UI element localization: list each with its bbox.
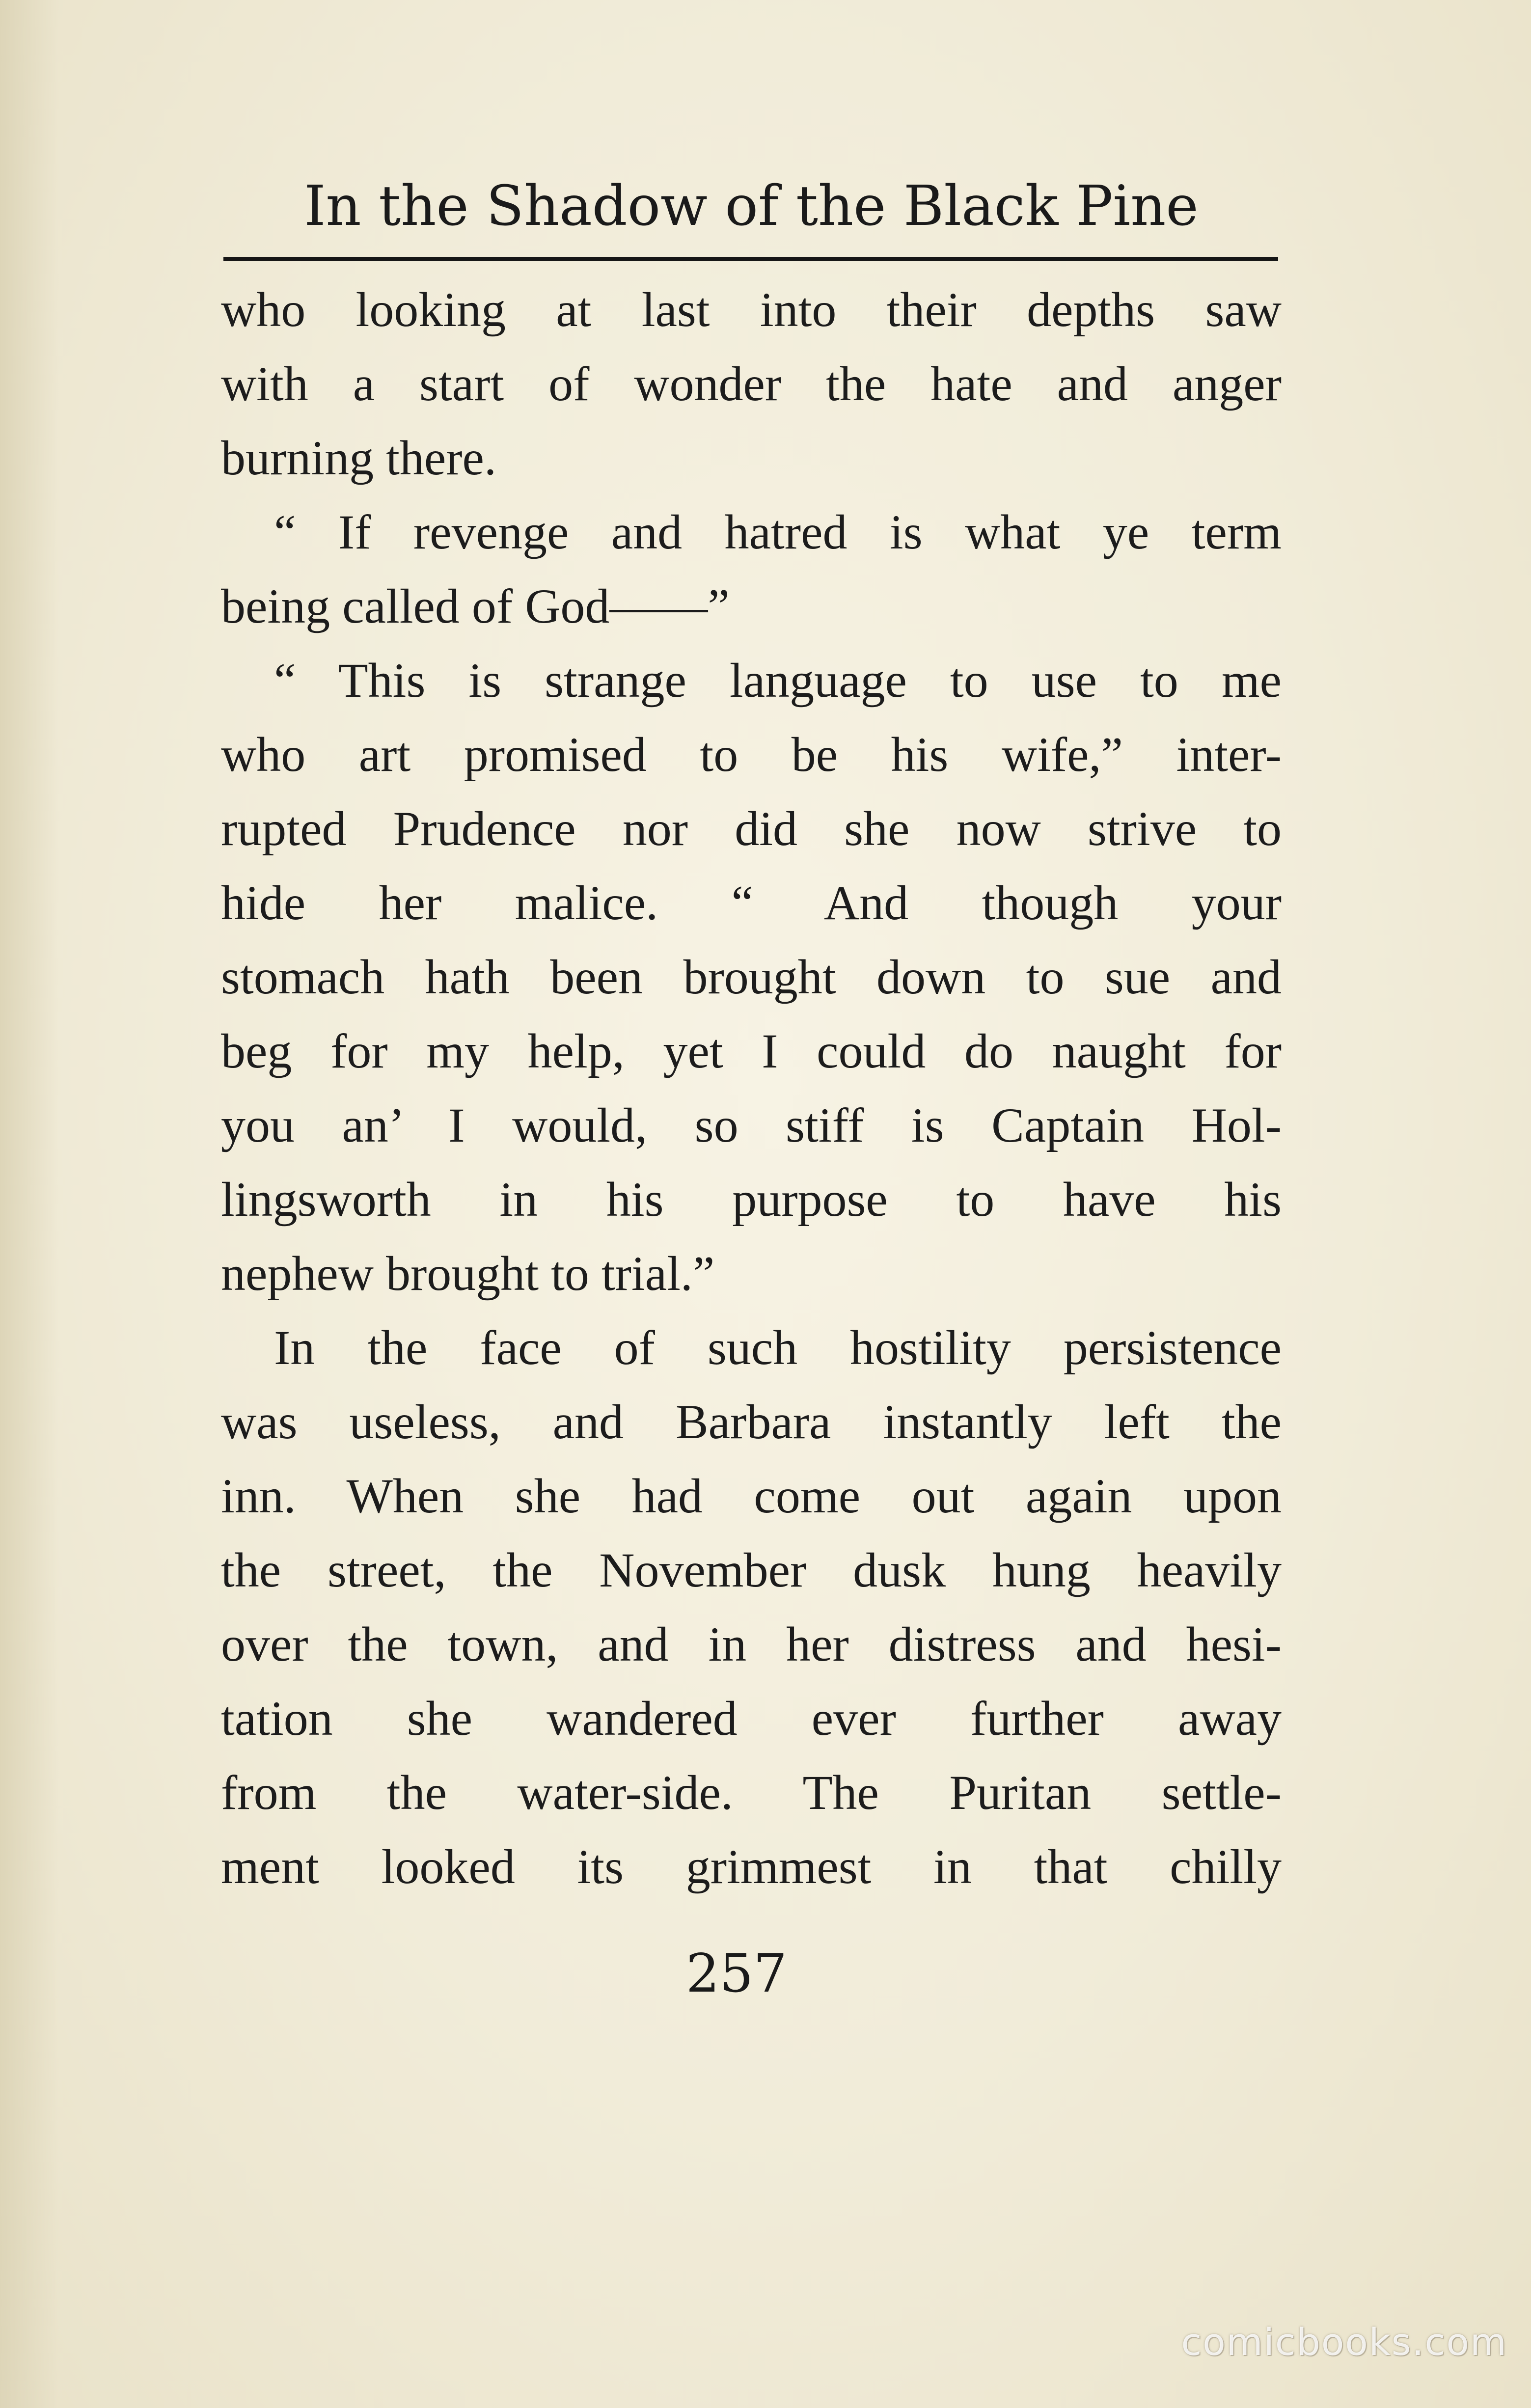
page-number: 257 (685, 1943, 788, 2004)
text-line: tation she wandered ever further away (221, 1691, 1282, 1746)
text-line: nephew brought to trial.” (221, 1246, 715, 1301)
body-text (221, 273, 1282, 1904)
text-line: who art promised to be his wife,” inter- (221, 727, 1282, 782)
watermark: comicbooks.com (1181, 2320, 1507, 2364)
header-rule (223, 257, 1278, 261)
text-line: with a start of wonder the hate and anger (221, 356, 1282, 411)
text-line: “ This is strange language to use to me (274, 653, 1282, 708)
text-line: lingsworth in his purpose to have his (221, 1172, 1282, 1227)
text-line: who looking at last into their depths saw (221, 282, 1282, 337)
text-line: from the water-side. The Puritan settle- (221, 1765, 1282, 1820)
text-line: the street, the November dusk hung heavily (221, 1543, 1282, 1597)
text-line: In the face of such hostility persistence (274, 1320, 1282, 1375)
text-line: being called of God——” (221, 579, 730, 633)
text-line: “ If revenge and hatred is what ye term (274, 505, 1282, 559)
running-head: In the Shadow of the Black Pine (304, 174, 1199, 238)
text-line: stomach hath been brought down to sue and (221, 950, 1282, 1004)
text-line: you an’ I would, so stiff is Captain Hol- (221, 1098, 1282, 1152)
text-line: inn. When she had come out again upon (221, 1469, 1282, 1523)
text-line: ment looked its grimmest in that chilly (221, 1839, 1282, 1894)
text-line: burning there. (221, 431, 496, 485)
page-gutter-shadow (0, 0, 59, 2408)
text-line: hide her malice. “ And though your (221, 876, 1282, 930)
text-line: beg for my help, yet I could do naught for (221, 1024, 1282, 1078)
text-line: over the town, and in her distress and hesi- (221, 1617, 1282, 1671)
text-line: rupted Prudence nor did she now strive to (221, 801, 1282, 856)
text-line: was useless, and Barbara instantly left the (221, 1395, 1282, 1449)
